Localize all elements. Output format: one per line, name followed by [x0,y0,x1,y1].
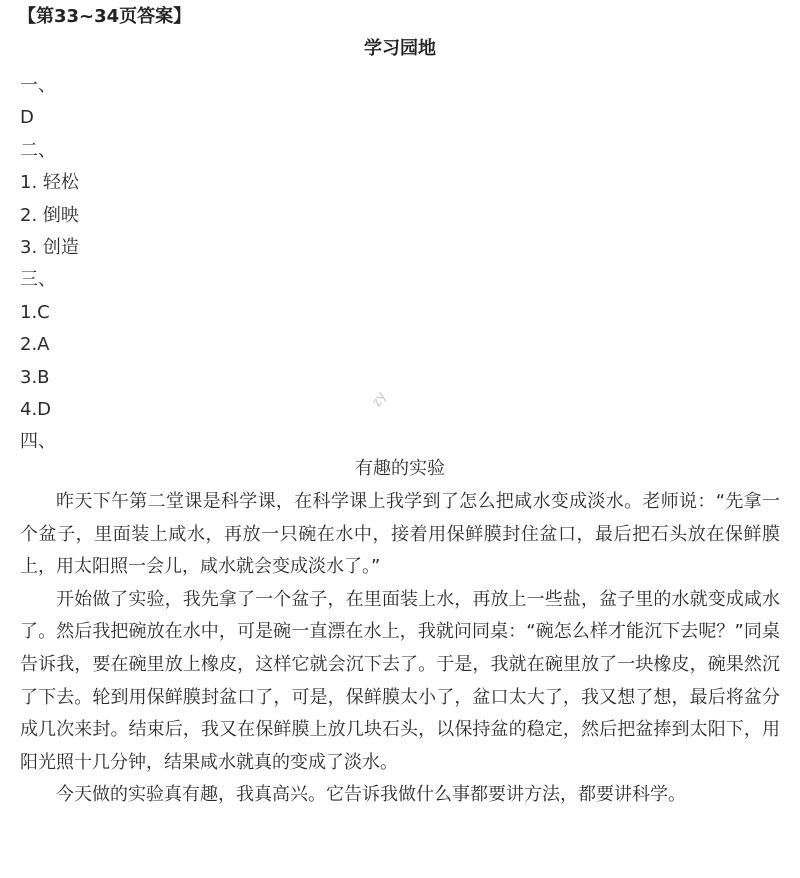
essay-body [20,486,780,812]
watermark: zy [369,389,390,410]
essay-paragraph: 今天做的实验真有趣，我真高兴。它告诉我做什么事都要讲方法，都要讲科学。 [56,784,686,806]
answer-line: 1. 轻松 [20,172,79,194]
answer-line: 一、 [20,75,56,96]
answer-line: 4.D [20,398,52,420]
answer-line: D [20,107,34,129]
answer-line: 2. 倒映 [20,204,79,226]
essay-paragraph: 昨天下午第二堂课是科学课，在科学课上我学到了怎么把咸水变成淡水。老师说：“先拿一个盆子，里面装上咸水，再放一只碗在水中，接着用保鲜膜封住盆口，最后把石头放在保鲜膜上，用太阳照一会儿，咸水就会变成淡水了。” [20,491,780,578]
page-header: 【第33~34页答案】 [18,6,192,27]
answer-line: 2.A [20,334,50,356]
answer-list [20,70,320,459]
essay-title: 有趣的实验 [355,458,445,479]
answer-line: 1.C [20,301,50,323]
answer-line: 二、 [20,139,56,161]
section-title: 学习园地 [364,38,436,59]
answer-line: 四、 [20,431,56,453]
essay-paragraph: 开始做了实验，我先拿了一个盆子，在里面装上水，再放上一些盐，盆子里的水就变成咸水了。然后我把碗放在水中，可是碗一直漂在水上，我就问同桌：“碗怎么样才能沉下去呢？”同桌告诉我，要在碗里放上橡皮，这样它就会沉下去了。于是，我就在碗里放了一块橡皮，碗果然沉了下去。轮到用保鲜膜封盆口了，可是，保鲜膜太小了，盆口太大了，我又想了想，最后将盆分成几次来封。结束后，我又在保鲜膜上放几块石头，以保持盆的稳定，然后把盆捧到太阳下，用阳光照十几分钟，结果咸水就真的变成了淡水。 [20,588,780,773]
answer-line: 3. 创造 [20,236,79,258]
answer-line: 三、 [20,269,56,291]
answer-line: 3.B [20,366,50,388]
